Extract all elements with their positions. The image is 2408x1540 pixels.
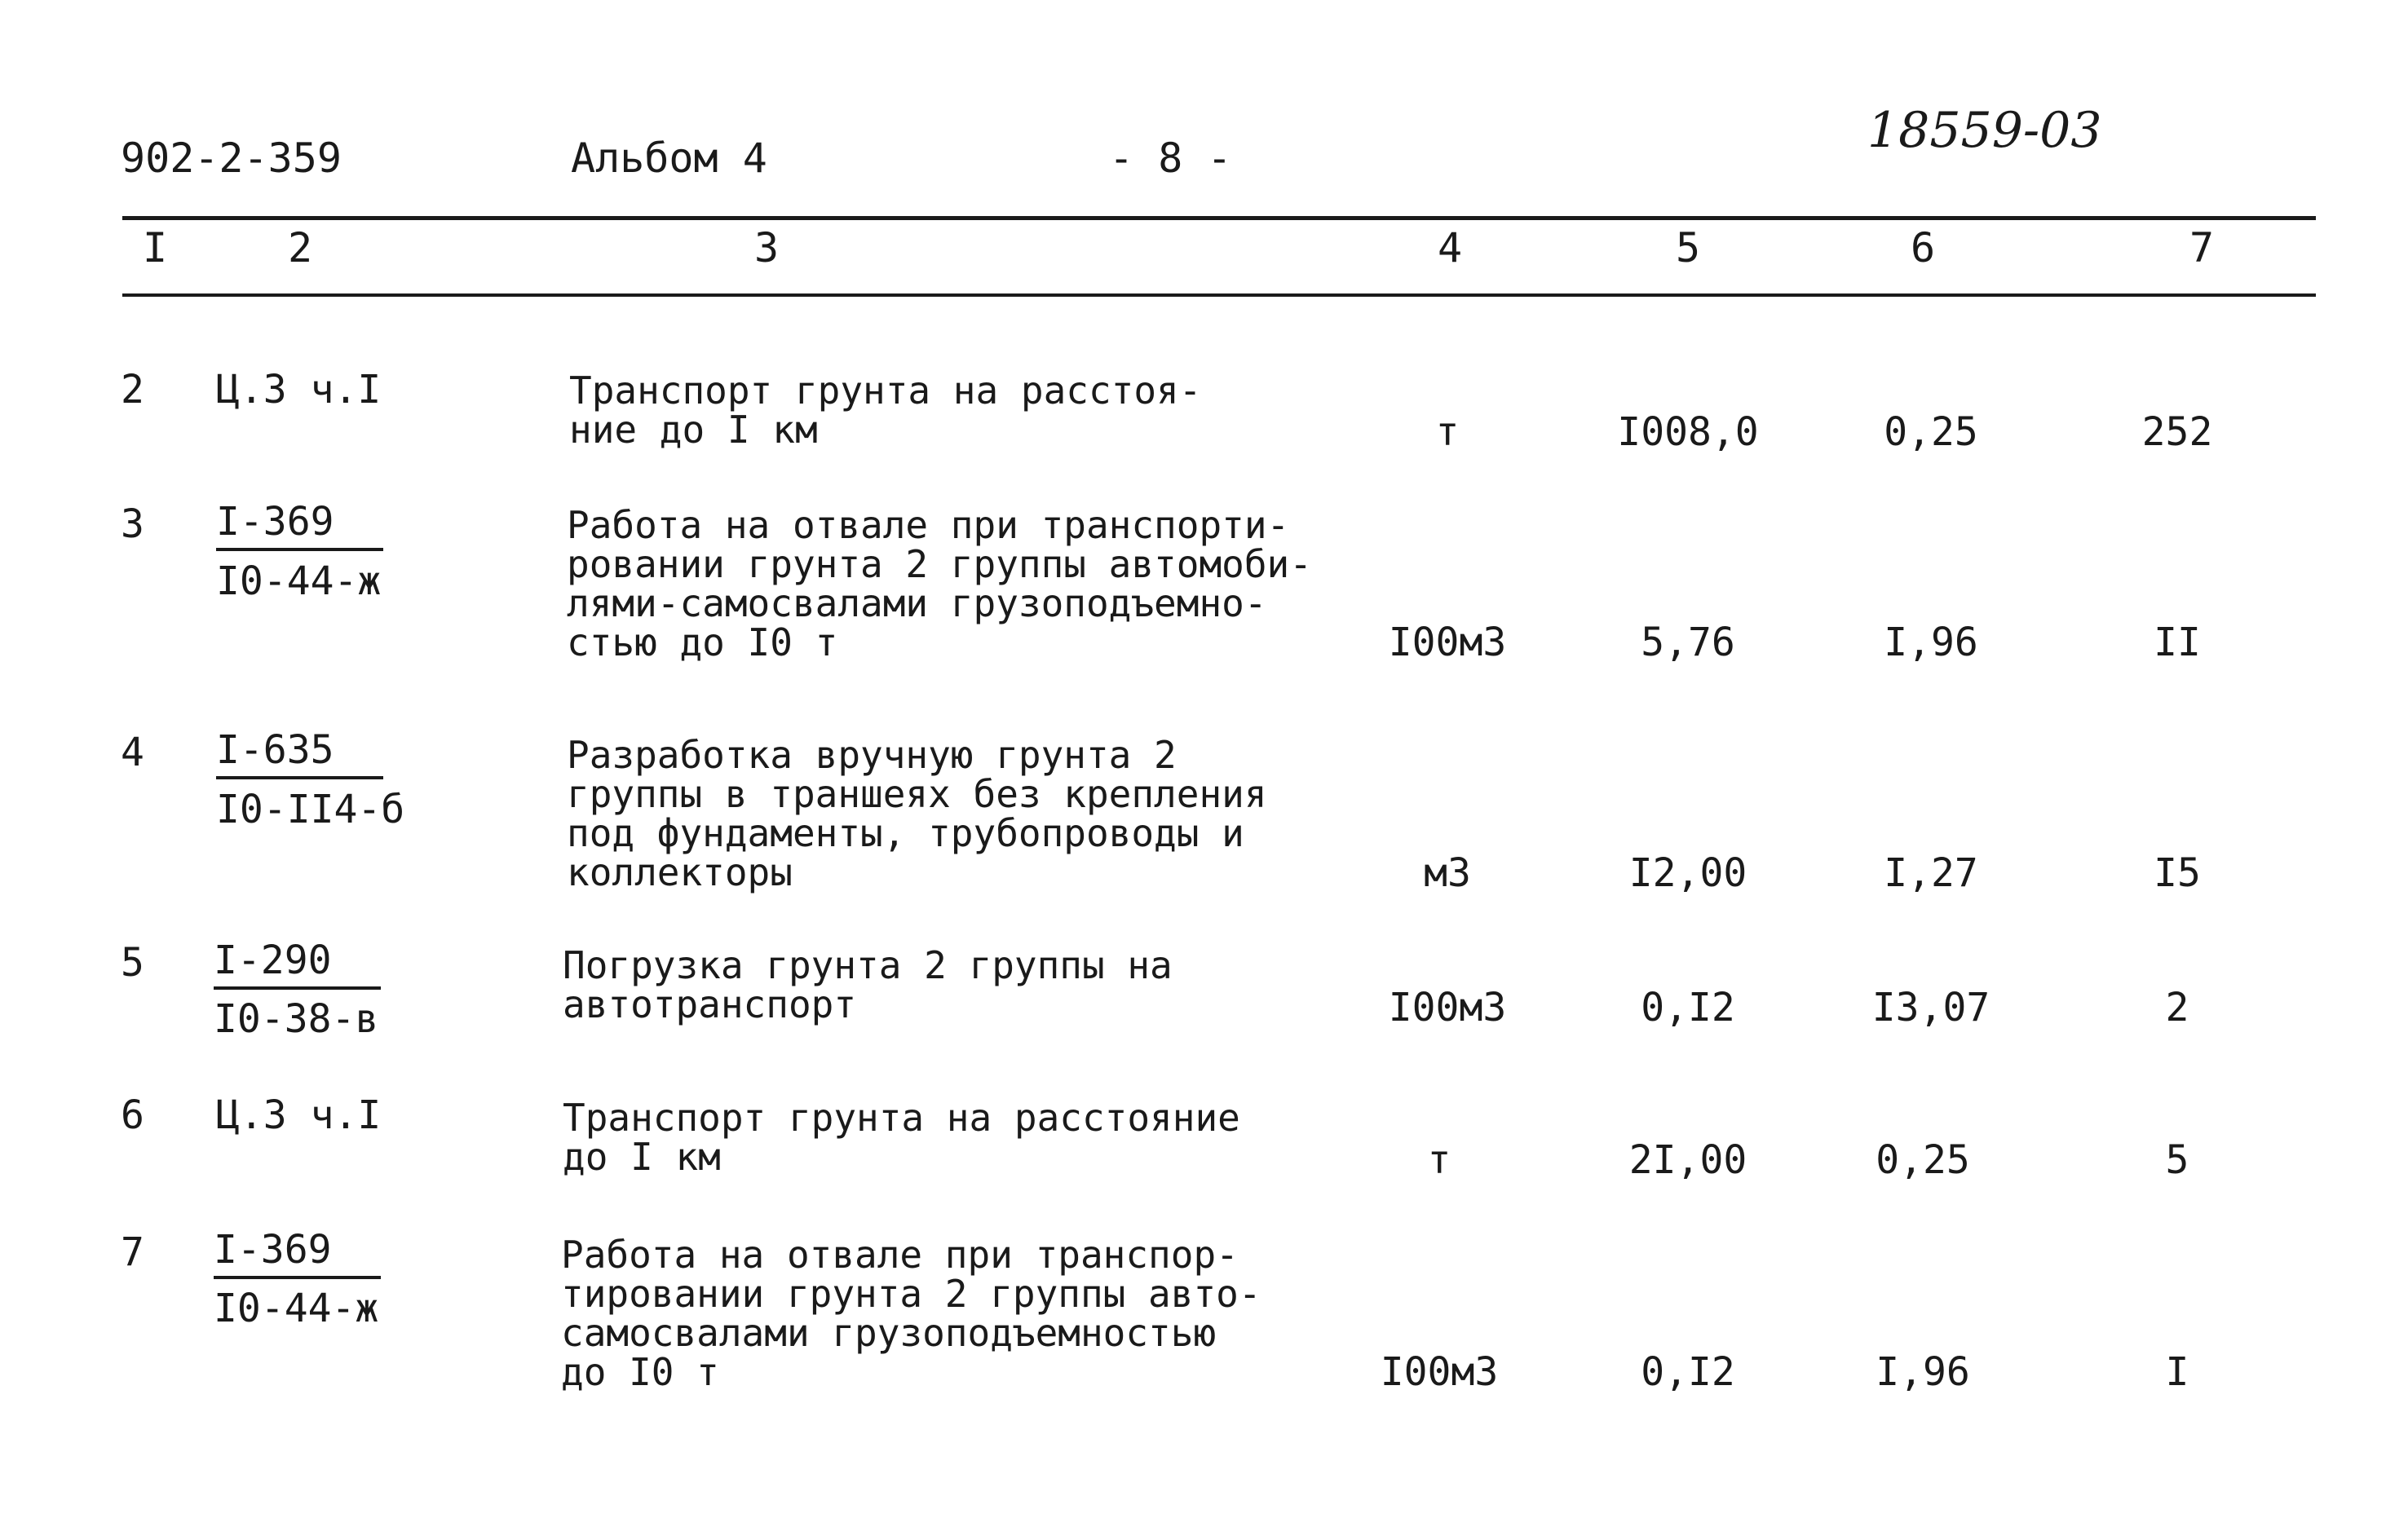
row-unit-price: I,96	[1876, 1349, 1970, 1395]
row-number: 5	[121, 940, 144, 986]
row-unit: т	[1427, 1137, 1451, 1183]
row-code-numerator: I-369	[214, 1227, 381, 1279]
row-code-top	[216, 499, 383, 551]
row-code-bottom: I0-44-ж	[216, 558, 382, 604]
row-quantity: 2I,00	[1628, 1137, 1747, 1183]
row-unit: т	[1435, 409, 1460, 455]
row-number: 4	[121, 730, 144, 775]
row-number: 3	[121, 501, 144, 547]
row-total: II	[2154, 620, 2201, 665]
row-description: Работа на отвале при транспорти- ровании грунта 2 группы автомоби- лями-самосвалами грузоподъемно- стью до I0 т	[567, 503, 1312, 664]
row-quantity: 5,76	[1641, 620, 1735, 665]
row-quantity: I2,00	[1628, 850, 1747, 896]
row-unit: I00м3	[1380, 1349, 1499, 1395]
row-code-top	[216, 727, 383, 779]
row-number: 6	[121, 1092, 144, 1138]
column-header-4: 4	[1437, 224, 1463, 271]
header-bottom-rule	[122, 293, 2316, 297]
handwritten-archive-number: 18559-03	[1867, 102, 2102, 159]
row-code-bottom: I0-44-ж	[214, 1286, 379, 1331]
column-header-7: 7	[2189, 224, 2215, 271]
column-header-1: I	[142, 224, 168, 271]
row-unit: I00м3	[1388, 985, 1507, 1030]
row-code-numerator: I-369	[216, 499, 383, 551]
row-unit-price: I,96	[1884, 620, 1978, 665]
row-number: 7	[121, 1229, 144, 1275]
row-code: Ц.3 ч.I	[216, 367, 382, 413]
row-total: 252	[2141, 409, 2213, 455]
album-label: Альбом 4	[571, 135, 767, 182]
row-quantity: I008,0	[1617, 409, 1759, 455]
row-total: 5	[2165, 1137, 2189, 1183]
row-description: Транспорт грунта на расстояние до I км	[563, 1096, 1240, 1179]
row-number: 2	[121, 367, 144, 413]
row-total: 2	[2165, 985, 2189, 1030]
row-unit: м3	[1424, 850, 1471, 896]
row-code-numerator: I-635	[216, 727, 383, 779]
row-quantity: 0,I2	[1641, 1349, 1735, 1395]
header-top-rule	[122, 216, 2316, 220]
row-unit-price: 0,25	[1876, 1137, 1970, 1183]
row-description: Разработка вручную грунта 2 группы в траншеях без крепления под фундаменты, трубопроводы и коллекторы	[567, 733, 1267, 894]
row-code-bottom: I0-38-в	[214, 996, 379, 1042]
row-unit: I00м3	[1388, 620, 1507, 665]
row-code-top	[214, 1227, 381, 1279]
row-total: I	[2165, 1349, 2189, 1395]
row-code-top	[214, 938, 381, 990]
column-header-3: 3	[753, 224, 780, 271]
row-code: Ц.3 ч.I	[216, 1092, 382, 1138]
row-description: Погрузка грунта 2 группы на автотранспорт	[563, 943, 1173, 1026]
row-description: Транспорт грунта на расстоя- ние до I км	[569, 368, 1202, 452]
column-header-6: 6	[1910, 224, 1936, 271]
column-header-5: 5	[1675, 224, 1701, 271]
row-unit-price: 0,25	[1884, 409, 1978, 455]
page-number: - 8 -	[1109, 135, 1232, 182]
row-description: Работа на отвале при транспор- тировании грунта 2 группы авто- самосвалами грузоподъемностью до I0 т	[561, 1233, 1261, 1394]
row-code-bottom: I0-II4-б	[216, 787, 405, 832]
row-unit-price: I3,07	[1871, 985, 1990, 1030]
document-number: 902-2-359	[121, 135, 342, 182]
row-unit-price: I,27	[1884, 850, 1978, 896]
column-header-2: 2	[287, 224, 313, 271]
row-code-numerator: I-290	[214, 938, 381, 990]
row-total: I5	[2154, 850, 2201, 896]
row-quantity: 0,I2	[1641, 985, 1735, 1030]
